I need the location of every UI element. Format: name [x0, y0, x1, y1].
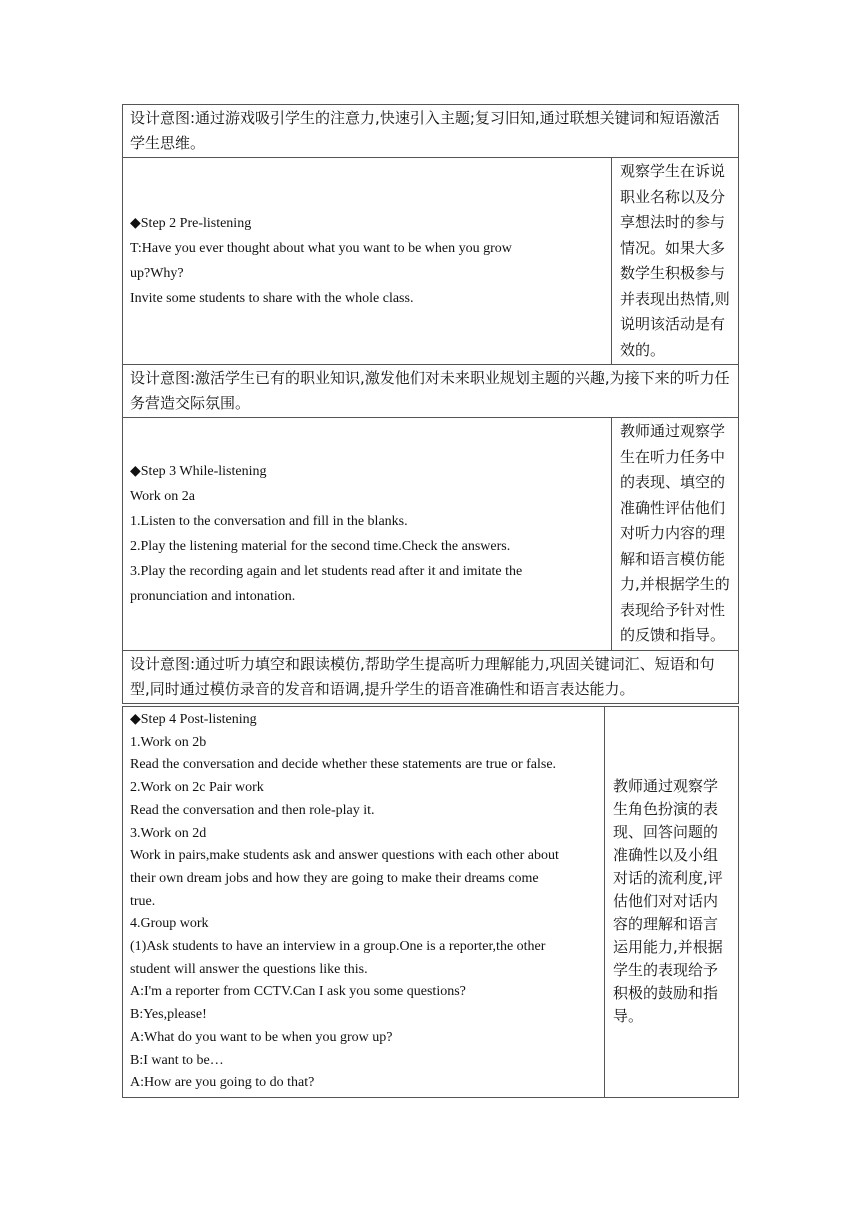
step3-evaluation-text: 教师通过观察学生在听力任务中的表现、填空的准确性评估他们对听力内容的理解和语言模仿能力,并根据学生的表现给予针对性的反馈和指导。 [620, 422, 730, 644]
step4-evaluation-cell [605, 707, 739, 1098]
step4-line: true. [130, 893, 156, 909]
step4-line: 1.Work on 2b [130, 734, 207, 750]
step4-procedure-cell [123, 707, 605, 1098]
step4-line: Read the conversation and then role-play it. [130, 802, 375, 818]
step4-line: 4.Group work [130, 916, 209, 932]
step4-line: student will answer the questions like this. [130, 961, 368, 977]
step2-line: Invite some students to share with the whole class. [130, 291, 414, 306]
step2-evaluation-cell [612, 158, 739, 365]
step4-heading: ◆Step 4 Post-listening [130, 712, 257, 727]
step4-line: Work in pairs,make students ask and answer questions with each other about [130, 848, 559, 864]
design-intent-1 [123, 105, 739, 158]
step3-heading: ◆Step 3 While-listening [130, 463, 267, 479]
step4-line: A:How are you going to do that? [130, 1075, 315, 1091]
step2-line: T:Have you ever thought about what you want to be when you grow [130, 241, 512, 256]
step2-evaluation-text: 观察学生在诉说职业名称以及分享想法时的参与情况。如果大多数学生积极参与并表现出热情,则说明该活动是有效的。 [620, 162, 730, 359]
step3-line: 1.Listen to the conversation and fill in the blanks. [130, 513, 408, 529]
step4-line: their own dream jobs and how they are going to make their dreams come [130, 870, 539, 886]
step2-line: up?Why? [130, 266, 184, 281]
step4-line: B:Yes,please! [130, 1007, 207, 1023]
step3-line: 3.Play the recording again and let students read after it and imitate the [130, 563, 523, 579]
step3-evaluation-cell [612, 418, 739, 651]
step3-procedure-cell [123, 418, 612, 651]
design-intent-2 [123, 365, 739, 418]
step4-line: 2.Work on 2c Pair work [130, 780, 264, 796]
lesson-plan-table-1 [122, 104, 739, 704]
step3-line: Work on 2a [130, 488, 195, 504]
step4-line: A:What do you want to be when you grow up? [130, 1029, 393, 1045]
design-intent-text: 设计意图:激活学生已有的职业知识,激发他们对未来职业规划主题的兴趣,为接下来的听力任务营造交际氛围。 [130, 369, 730, 412]
step3-line: 2.Play the listening material for the second time.Check the answers. [130, 538, 511, 554]
step2-procedure-cell [123, 158, 612, 365]
design-intent-text: 设计意图:通过游戏吸引学生的注意力,快速引入主题;复习旧知,通过联想关键词和短语激活学生思维。 [130, 109, 720, 152]
lesson-plan-table-2 [122, 706, 739, 1098]
step4-line: A:I'm a reporter from CCTV.Can I ask you some questions? [130, 984, 466, 1000]
step4-line: B:I want to be… [130, 1052, 224, 1068]
step4-line: Read the conversation and decide whether these statements are true or false. [130, 757, 557, 773]
step2-heading: ◆Step 2 Pre-listening [130, 216, 252, 231]
step4-line: 3.Work on 2d [130, 825, 207, 841]
step3-line: pronunciation and intonation. [130, 588, 296, 604]
step4-line: (1)Ask students to have an interview in a group.One is a reporter,the other [130, 939, 546, 955]
design-intent-3 [123, 650, 739, 703]
design-intent-text: 设计意图:通过听力填空和跟读模仿,帮助学生提高听力理解能力,巩固关键词汇、短语和句型,同时通过模仿录音的发音和语调,提升学生的语音准确性和语言表达能力。 [130, 654, 715, 698]
step4-evaluation-text: 教师通过观察学生角色扮演的表现、回答问题的准确性以及小组对话的流利度,评估他们对对话内容的理解和语言运用能力,并根据学生的表现给予积极的鼓励和指导。 [613, 777, 723, 1026]
